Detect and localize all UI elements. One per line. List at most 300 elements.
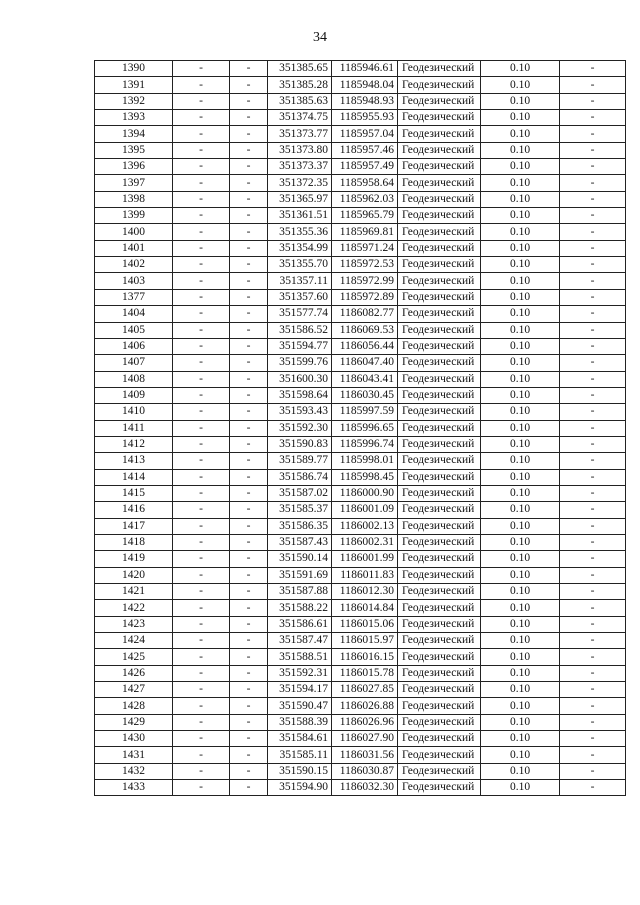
last-cell: - xyxy=(560,453,626,469)
y-coordinate-cell: 1186002.13 xyxy=(332,518,398,534)
point-number-cell: 1412 xyxy=(95,436,173,452)
x-coordinate-cell: 351584.61 xyxy=(268,731,332,747)
accuracy-cell: 0.10 xyxy=(481,387,560,403)
y-coordinate-cell: 1186056.44 xyxy=(332,338,398,354)
x-coordinate-cell: 351594.90 xyxy=(268,780,332,796)
table-row xyxy=(95,404,626,420)
x-coordinate-cell: 351577.74 xyxy=(268,306,332,322)
method-cell: Геодезический xyxy=(398,682,481,698)
table-row xyxy=(95,338,626,354)
x-coordinate-cell: 351354.99 xyxy=(268,240,332,256)
x-coordinate-cell: 351355.70 xyxy=(268,257,332,273)
x-coordinate-cell: 351373.37 xyxy=(268,159,332,175)
method-cell: Геодезический xyxy=(398,322,481,338)
method-cell: Геодезический xyxy=(398,698,481,714)
accuracy-cell: 0.10 xyxy=(481,208,560,224)
dash-cell-1: - xyxy=(173,322,230,338)
point-number-cell: 1432 xyxy=(95,763,173,779)
method-cell: Геодезический xyxy=(398,420,481,436)
dash-cell-2: - xyxy=(230,665,268,681)
method-cell: Геодезический xyxy=(398,763,481,779)
last-cell: - xyxy=(560,518,626,534)
dash-cell-2: - xyxy=(230,306,268,322)
table-row xyxy=(95,584,626,600)
y-coordinate-cell: 1185955.93 xyxy=(332,110,398,126)
point-number-cell: 1419 xyxy=(95,551,173,567)
method-cell: Геодезический xyxy=(398,665,481,681)
dash-cell-2: - xyxy=(230,208,268,224)
table-row xyxy=(95,322,626,338)
dash-cell-2: - xyxy=(230,371,268,387)
y-coordinate-cell: 1185957.49 xyxy=(332,159,398,175)
table-row xyxy=(95,453,626,469)
table-row xyxy=(95,780,626,796)
accuracy-cell: 0.10 xyxy=(481,763,560,779)
y-coordinate-cell: 1185996.65 xyxy=(332,420,398,436)
table-row xyxy=(95,208,626,224)
dash-cell-2: - xyxy=(230,698,268,714)
last-cell: - xyxy=(560,306,626,322)
x-coordinate-cell: 351592.31 xyxy=(268,665,332,681)
accuracy-cell: 0.10 xyxy=(481,485,560,501)
y-coordinate-cell: 1186082.77 xyxy=(332,306,398,322)
y-coordinate-cell: 1185971.24 xyxy=(332,240,398,256)
dash-cell-1: - xyxy=(173,159,230,175)
x-coordinate-cell: 351373.80 xyxy=(268,142,332,158)
dash-cell-2: - xyxy=(230,322,268,338)
accuracy-cell: 0.10 xyxy=(481,93,560,109)
accuracy-cell: 0.10 xyxy=(481,371,560,387)
table-row xyxy=(95,600,626,616)
method-cell: Геодезический xyxy=(398,110,481,126)
coordinates-table xyxy=(94,60,626,796)
point-number-cell: 1390 xyxy=(95,61,173,77)
dash-cell-2: - xyxy=(230,77,268,93)
point-number-cell: 1418 xyxy=(95,534,173,550)
last-cell: - xyxy=(560,159,626,175)
last-cell: - xyxy=(560,191,626,207)
accuracy-cell: 0.10 xyxy=(481,61,560,77)
last-cell: - xyxy=(560,175,626,191)
point-number-cell: 1415 xyxy=(95,485,173,501)
dash-cell-2: - xyxy=(230,257,268,273)
x-coordinate-cell: 351587.02 xyxy=(268,485,332,501)
dash-cell-1: - xyxy=(173,306,230,322)
table-row xyxy=(95,633,626,649)
page-number: 34 xyxy=(313,30,327,45)
accuracy-cell: 0.10 xyxy=(481,665,560,681)
dash-cell-1: - xyxy=(173,698,230,714)
dash-cell-2: - xyxy=(230,338,268,354)
point-number-cell: 1395 xyxy=(95,142,173,158)
table-row xyxy=(95,93,626,109)
table-row xyxy=(95,355,626,371)
dash-cell-2: - xyxy=(230,355,268,371)
method-cell: Геодезический xyxy=(398,93,481,109)
last-cell: - xyxy=(560,126,626,142)
last-cell: - xyxy=(560,355,626,371)
last-cell: - xyxy=(560,714,626,730)
accuracy-cell: 0.10 xyxy=(481,453,560,469)
point-number-cell: 1417 xyxy=(95,518,173,534)
accuracy-cell: 0.10 xyxy=(481,77,560,93)
dash-cell-1: - xyxy=(173,142,230,158)
dash-cell-1: - xyxy=(173,436,230,452)
last-cell: - xyxy=(560,649,626,665)
dash-cell-1: - xyxy=(173,355,230,371)
y-coordinate-cell: 1185957.04 xyxy=(332,126,398,142)
dash-cell-2: - xyxy=(230,600,268,616)
x-coordinate-cell: 351593.43 xyxy=(268,404,332,420)
x-coordinate-cell: 351586.61 xyxy=(268,616,332,632)
table-row xyxy=(95,649,626,665)
last-cell: - xyxy=(560,338,626,354)
point-number-cell: 1394 xyxy=(95,126,173,142)
y-coordinate-cell: 1185946.61 xyxy=(332,61,398,77)
table-row xyxy=(95,616,626,632)
y-coordinate-cell: 1186012.30 xyxy=(332,584,398,600)
method-cell: Геодезический xyxy=(398,175,481,191)
method-cell: Геодезический xyxy=(398,142,481,158)
method-cell: Геодезический xyxy=(398,485,481,501)
x-coordinate-cell: 351365.97 xyxy=(268,191,332,207)
method-cell: Геодезический xyxy=(398,780,481,796)
dash-cell-1: - xyxy=(173,485,230,501)
point-number-cell: 1393 xyxy=(95,110,173,126)
table-row xyxy=(95,273,626,289)
method-cell: Геодезический xyxy=(398,371,481,387)
dash-cell-2: - xyxy=(230,453,268,469)
method-cell: Геодезический xyxy=(398,584,481,600)
dash-cell-2: - xyxy=(230,780,268,796)
y-coordinate-cell: 1185972.53 xyxy=(332,257,398,273)
y-coordinate-cell: 1185948.04 xyxy=(332,77,398,93)
method-cell: Геодезический xyxy=(398,633,481,649)
y-coordinate-cell: 1185972.89 xyxy=(332,289,398,305)
dash-cell-2: - xyxy=(230,714,268,730)
y-coordinate-cell: 1186002.31 xyxy=(332,534,398,550)
last-cell: - xyxy=(560,600,626,616)
dash-cell-1: - xyxy=(173,126,230,142)
dash-cell-1: - xyxy=(173,616,230,632)
accuracy-cell: 0.10 xyxy=(481,649,560,665)
y-coordinate-cell: 1186000.90 xyxy=(332,485,398,501)
last-cell: - xyxy=(560,322,626,338)
last-cell: - xyxy=(560,780,626,796)
point-number-cell: 1391 xyxy=(95,77,173,93)
y-coordinate-cell: 1185972.99 xyxy=(332,273,398,289)
last-cell: - xyxy=(560,93,626,109)
last-cell: - xyxy=(560,110,626,126)
x-coordinate-cell: 351385.28 xyxy=(268,77,332,93)
method-cell: Геодезический xyxy=(398,273,481,289)
table-row xyxy=(95,485,626,501)
last-cell: - xyxy=(560,404,626,420)
x-coordinate-cell: 351373.77 xyxy=(268,126,332,142)
dash-cell-1: - xyxy=(173,534,230,550)
method-cell: Геодезический xyxy=(398,306,481,322)
dash-cell-2: - xyxy=(230,551,268,567)
accuracy-cell: 0.10 xyxy=(481,714,560,730)
table-row xyxy=(95,126,626,142)
last-cell: - xyxy=(560,273,626,289)
point-number-cell: 1407 xyxy=(95,355,173,371)
table-row xyxy=(95,420,626,436)
x-coordinate-cell: 351385.63 xyxy=(268,93,332,109)
accuracy-cell: 0.10 xyxy=(481,682,560,698)
last-cell: - xyxy=(560,731,626,747)
accuracy-cell: 0.10 xyxy=(481,355,560,371)
accuracy-cell: 0.10 xyxy=(481,633,560,649)
dash-cell-1: - xyxy=(173,682,230,698)
dash-cell-2: - xyxy=(230,93,268,109)
table-row xyxy=(95,77,626,93)
accuracy-cell: 0.10 xyxy=(481,191,560,207)
y-coordinate-cell: 1186011.83 xyxy=(332,567,398,583)
dash-cell-1: - xyxy=(173,714,230,730)
point-number-cell: 1428 xyxy=(95,698,173,714)
y-coordinate-cell: 1186015.06 xyxy=(332,616,398,632)
dash-cell-2: - xyxy=(230,126,268,142)
accuracy-cell: 0.10 xyxy=(481,126,560,142)
last-cell: - xyxy=(560,485,626,501)
dash-cell-2: - xyxy=(230,142,268,158)
y-coordinate-cell: 1186015.78 xyxy=(332,665,398,681)
dash-cell-2: - xyxy=(230,404,268,420)
method-cell: Геодезический xyxy=(398,600,481,616)
table-row xyxy=(95,240,626,256)
dash-cell-2: - xyxy=(230,763,268,779)
x-coordinate-cell: 351598.64 xyxy=(268,387,332,403)
table-row xyxy=(95,518,626,534)
last-cell: - xyxy=(560,763,626,779)
dash-cell-1: - xyxy=(173,371,230,387)
dash-cell-1: - xyxy=(173,567,230,583)
dash-cell-1: - xyxy=(173,191,230,207)
dash-cell-1: - xyxy=(173,502,230,518)
point-number-cell: 1408 xyxy=(95,371,173,387)
x-coordinate-cell: 351586.74 xyxy=(268,469,332,485)
dash-cell-1: - xyxy=(173,649,230,665)
x-coordinate-cell: 351585.37 xyxy=(268,502,332,518)
x-coordinate-cell: 351372.35 xyxy=(268,175,332,191)
method-cell: Геодезический xyxy=(398,731,481,747)
point-number-cell: 1405 xyxy=(95,322,173,338)
y-coordinate-cell: 1186014.84 xyxy=(332,600,398,616)
last-cell: - xyxy=(560,289,626,305)
table-row xyxy=(95,61,626,77)
point-number-cell: 1377 xyxy=(95,289,173,305)
x-coordinate-cell: 351588.51 xyxy=(268,649,332,665)
point-number-cell: 1406 xyxy=(95,338,173,354)
x-coordinate-cell: 351590.47 xyxy=(268,698,332,714)
method-cell: Геодезический xyxy=(398,61,481,77)
point-number-cell: 1402 xyxy=(95,257,173,273)
dash-cell-2: - xyxy=(230,273,268,289)
dash-cell-2: - xyxy=(230,224,268,240)
point-number-cell: 1392 xyxy=(95,93,173,109)
x-coordinate-cell: 351590.15 xyxy=(268,763,332,779)
dash-cell-1: - xyxy=(173,453,230,469)
method-cell: Геодезический xyxy=(398,567,481,583)
method-cell: Геодезический xyxy=(398,453,481,469)
dash-cell-2: - xyxy=(230,61,268,77)
dash-cell-2: - xyxy=(230,747,268,763)
x-coordinate-cell: 351587.47 xyxy=(268,633,332,649)
table-row xyxy=(95,306,626,322)
accuracy-cell: 0.10 xyxy=(481,338,560,354)
x-coordinate-cell: 351374.75 xyxy=(268,110,332,126)
method-cell: Геодезический xyxy=(398,714,481,730)
last-cell: - xyxy=(560,534,626,550)
table-row xyxy=(95,257,626,273)
dash-cell-2: - xyxy=(230,175,268,191)
x-coordinate-cell: 351589.77 xyxy=(268,453,332,469)
dash-cell-1: - xyxy=(173,240,230,256)
y-coordinate-cell: 1185948.93 xyxy=(332,93,398,109)
table-row xyxy=(95,534,626,550)
point-number-cell: 1397 xyxy=(95,175,173,191)
accuracy-cell: 0.10 xyxy=(481,257,560,273)
point-number-cell: 1423 xyxy=(95,616,173,632)
method-cell: Геодезический xyxy=(398,534,481,550)
dash-cell-1: - xyxy=(173,273,230,289)
x-coordinate-cell: 351600.30 xyxy=(268,371,332,387)
method-cell: Геодезический xyxy=(398,224,481,240)
point-number-cell: 1409 xyxy=(95,387,173,403)
dash-cell-1: - xyxy=(173,404,230,420)
point-number-cell: 1399 xyxy=(95,208,173,224)
dash-cell-1: - xyxy=(173,780,230,796)
accuracy-cell: 0.10 xyxy=(481,142,560,158)
dash-cell-1: - xyxy=(173,518,230,534)
point-number-cell: 1401 xyxy=(95,240,173,256)
y-coordinate-cell: 1185957.46 xyxy=(332,142,398,158)
x-coordinate-cell: 351385.65 xyxy=(268,61,332,77)
last-cell: - xyxy=(560,698,626,714)
point-number-cell: 1410 xyxy=(95,404,173,420)
dash-cell-2: - xyxy=(230,191,268,207)
x-coordinate-cell: 351586.52 xyxy=(268,322,332,338)
x-coordinate-cell: 351585.11 xyxy=(268,747,332,763)
x-coordinate-cell: 351591.69 xyxy=(268,567,332,583)
dash-cell-1: - xyxy=(173,633,230,649)
last-cell: - xyxy=(560,142,626,158)
method-cell: Геодезический xyxy=(398,616,481,632)
point-number-cell: 1398 xyxy=(95,191,173,207)
x-coordinate-cell: 351586.35 xyxy=(268,518,332,534)
dash-cell-1: - xyxy=(173,338,230,354)
method-cell: Геодезический xyxy=(398,208,481,224)
dash-cell-2: - xyxy=(230,534,268,550)
method-cell: Геодезический xyxy=(398,502,481,518)
dash-cell-2: - xyxy=(230,518,268,534)
last-cell: - xyxy=(560,420,626,436)
dash-cell-2: - xyxy=(230,469,268,485)
point-number-cell: 1424 xyxy=(95,633,173,649)
method-cell: Геодезический xyxy=(398,191,481,207)
last-cell: - xyxy=(560,371,626,387)
dash-cell-1: - xyxy=(173,77,230,93)
last-cell: - xyxy=(560,502,626,518)
point-number-cell: 1416 xyxy=(95,502,173,518)
point-number-cell: 1433 xyxy=(95,780,173,796)
accuracy-cell: 0.10 xyxy=(481,731,560,747)
y-coordinate-cell: 1186027.90 xyxy=(332,731,398,747)
last-cell: - xyxy=(560,567,626,583)
x-coordinate-cell: 351588.39 xyxy=(268,714,332,730)
y-coordinate-cell: 1186026.96 xyxy=(332,714,398,730)
last-cell: - xyxy=(560,61,626,77)
method-cell: Геодезический xyxy=(398,387,481,403)
point-number-cell: 1403 xyxy=(95,273,173,289)
accuracy-cell: 0.10 xyxy=(481,469,560,485)
dash-cell-1: - xyxy=(173,747,230,763)
table-row xyxy=(95,682,626,698)
table-row xyxy=(95,110,626,126)
method-cell: Геодезический xyxy=(398,257,481,273)
dash-cell-1: - xyxy=(173,110,230,126)
table-row xyxy=(95,714,626,730)
point-number-cell: 1426 xyxy=(95,665,173,681)
table-row xyxy=(95,567,626,583)
point-number-cell: 1431 xyxy=(95,747,173,763)
table-row xyxy=(95,731,626,747)
dash-cell-2: - xyxy=(230,682,268,698)
x-coordinate-cell: 351587.43 xyxy=(268,534,332,550)
dash-cell-2: - xyxy=(230,159,268,175)
y-coordinate-cell: 1186032.30 xyxy=(332,780,398,796)
table-row xyxy=(95,763,626,779)
y-coordinate-cell: 1186016.15 xyxy=(332,649,398,665)
dash-cell-1: - xyxy=(173,469,230,485)
accuracy-cell: 0.10 xyxy=(481,518,560,534)
x-coordinate-cell: 351588.22 xyxy=(268,600,332,616)
dash-cell-1: - xyxy=(173,224,230,240)
dash-cell-1: - xyxy=(173,208,230,224)
dash-cell-2: - xyxy=(230,502,268,518)
dash-cell-2: - xyxy=(230,420,268,436)
y-coordinate-cell: 1186030.87 xyxy=(332,763,398,779)
dash-cell-1: - xyxy=(173,175,230,191)
dash-cell-1: - xyxy=(173,763,230,779)
table-row xyxy=(95,371,626,387)
point-number-cell: 1413 xyxy=(95,453,173,469)
accuracy-cell: 0.10 xyxy=(481,159,560,175)
method-cell: Геодезический xyxy=(398,436,481,452)
last-cell: - xyxy=(560,665,626,681)
point-number-cell: 1404 xyxy=(95,306,173,322)
last-cell: - xyxy=(560,551,626,567)
method-cell: Геодезический xyxy=(398,649,481,665)
dash-cell-1: - xyxy=(173,600,230,616)
method-cell: Геодезический xyxy=(398,469,481,485)
accuracy-cell: 0.10 xyxy=(481,616,560,632)
accuracy-cell: 0.10 xyxy=(481,747,560,763)
dash-cell-1: - xyxy=(173,551,230,567)
table-row xyxy=(95,747,626,763)
x-coordinate-cell: 351592.30 xyxy=(268,420,332,436)
dash-cell-2: - xyxy=(230,616,268,632)
dash-cell-1: - xyxy=(173,387,230,403)
method-cell: Геодезический xyxy=(398,551,481,567)
dash-cell-1: - xyxy=(173,420,230,436)
table-row xyxy=(95,502,626,518)
dash-cell-1: - xyxy=(173,665,230,681)
accuracy-cell: 0.10 xyxy=(481,240,560,256)
accuracy-cell: 0.10 xyxy=(481,502,560,518)
x-coordinate-cell: 351590.83 xyxy=(268,436,332,452)
